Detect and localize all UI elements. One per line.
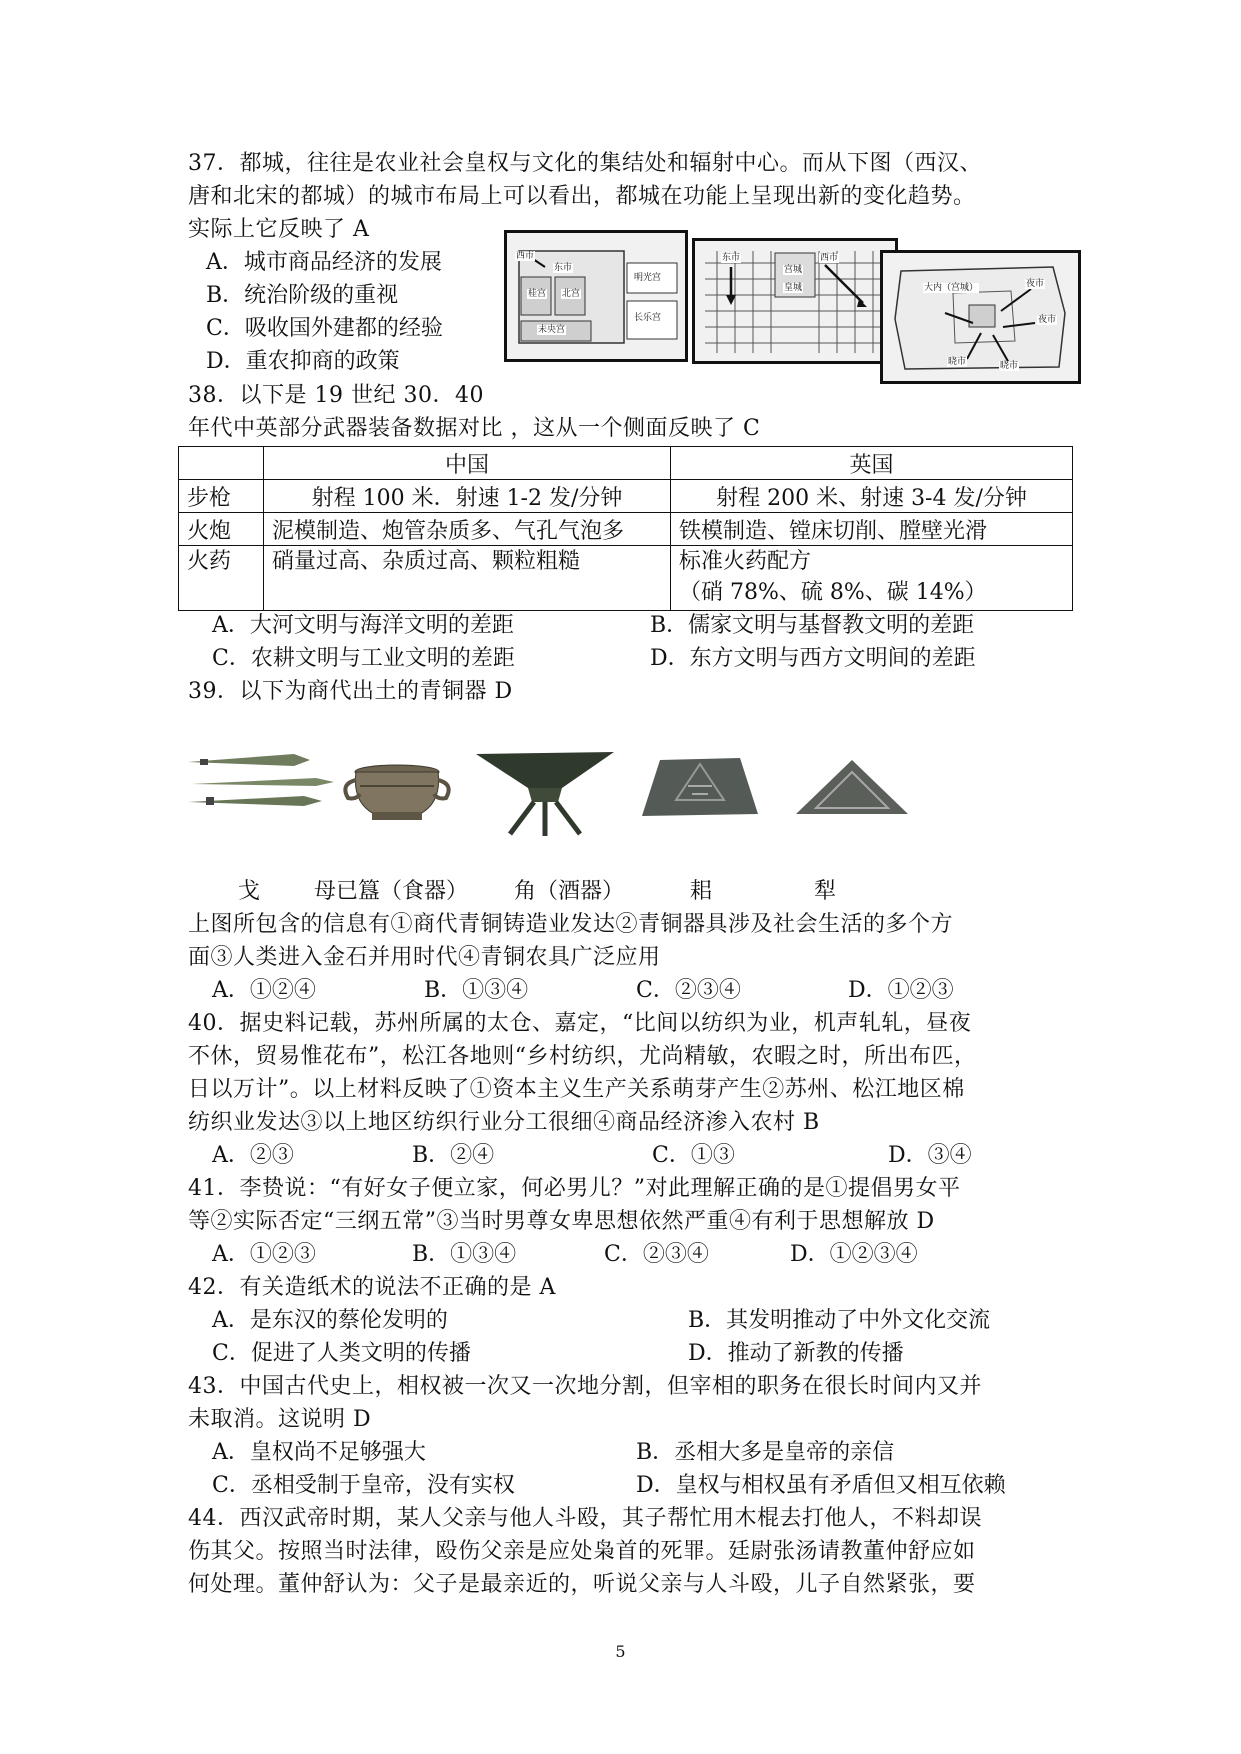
table-cell-britain-line-2: （硝 78%、硫 8%、碳 14%） bbox=[679, 580, 987, 605]
map-tang-label: 西市 bbox=[820, 253, 839, 263]
q43-option-d: D．皇权与相权虽有矛盾但又相互依赖 bbox=[636, 1473, 1006, 1498]
caption-jiao: 角（酒器） bbox=[514, 879, 625, 904]
table-cell-britain: 射程 200 米、射速 3-4 发/分钟 bbox=[671, 480, 1073, 513]
table-header-cell: 中国 bbox=[264, 447, 671, 480]
q40-option-c: C．①③ bbox=[652, 1143, 735, 1168]
caption-ge: 戈 bbox=[238, 879, 261, 904]
q40-line-4: 纺织业发达③以上地区纺织行业分工很细④商品经济渗入农村 B bbox=[188, 1110, 820, 1135]
q38-option-d: D．东方文明与西方文明间的差距 bbox=[650, 646, 976, 671]
map-tang-changan bbox=[692, 238, 898, 364]
q42-option-d: D．推动了新教的传播 bbox=[688, 1341, 904, 1366]
q40-option-b: B．②④ bbox=[412, 1143, 495, 1168]
caption-gui: 母已簋（食器） bbox=[314, 879, 469, 904]
q38-option-a: A．大河文明与海洋文明的差距 bbox=[212, 613, 514, 638]
q41-option-d: D．①②③④ bbox=[790, 1242, 918, 1267]
q38-line-1: 38．以下是 19 世纪 30．40 bbox=[188, 383, 484, 408]
map-northern-song-bianjing bbox=[880, 250, 1081, 384]
bronze-li-plough-image bbox=[794, 758, 910, 816]
map-han-label: 长乐宫 bbox=[634, 313, 662, 323]
q43-line-2: 未取消。这说明 D bbox=[188, 1407, 372, 1432]
q41-option-c: C．②③④ bbox=[604, 1242, 709, 1267]
q37-line-1: 37．都城，往往是农业社会皇权与文化的集结处和辐射中心。而从下图（西汉、 bbox=[188, 151, 982, 176]
bronze-gui-vessel-image bbox=[338, 762, 456, 822]
table-cell-britain bbox=[671, 546, 1073, 611]
q37-option-b: B．统治阶级的重视 bbox=[206, 283, 399, 308]
map-tang-label: 宫城 bbox=[784, 265, 803, 275]
table-cell-britain-line-1: 标准火药配方 bbox=[679, 549, 812, 574]
q40-option-a: A．②③ bbox=[212, 1143, 294, 1168]
map-tang-label: 东市 bbox=[722, 253, 741, 263]
q40-line-1: 40．据史料记载，苏州所属的太仓、嘉定，“比间以纺织为业，机声轧轧，昼夜 bbox=[188, 1011, 972, 1036]
q43-line-1: 43．中国古代史上，相权被一次又一次地分割，但宰相的职务在很长时间内又并 bbox=[188, 1374, 982, 1399]
q41-option-b: B．①③④ bbox=[412, 1242, 517, 1267]
q41-option-a: A．①②③ bbox=[212, 1242, 316, 1267]
q37-option-c: C．吸收国外建都的经验 bbox=[206, 316, 443, 341]
caption-si: 耜 bbox=[690, 879, 713, 904]
q40-line-2: 不休，贸易惟花布”，松江各地则“乡村纺织，尤尚精敏，农暇之时，所出布匹， bbox=[188, 1044, 977, 1069]
q42-option-a: A．是东汉的蔡伦发明的 bbox=[212, 1308, 448, 1333]
map-han-label: 西市 bbox=[516, 251, 535, 261]
q40-option-d: D．③④ bbox=[888, 1143, 972, 1168]
map-western-han-changan bbox=[504, 230, 688, 362]
q39-option-b: B．①③④ bbox=[424, 978, 529, 1003]
q40-line-3: 日以万计”。以上材料反映了①资本主义生产关系萌芽产生②苏州、松江地区棉 bbox=[188, 1077, 965, 1102]
q38-option-c: C．农耕文明与工业文明的差距 bbox=[212, 646, 515, 671]
bronze-jiao-wine-vessel-image bbox=[470, 748, 620, 838]
bronze-si-spade-image bbox=[640, 754, 760, 818]
table-header-row bbox=[179, 447, 1073, 480]
q37-line-3: 实际上它反映了 A bbox=[188, 217, 370, 242]
map-han-label: 东市 bbox=[554, 263, 573, 273]
table-row bbox=[179, 546, 1073, 611]
q38-option-b: B．儒家文明与基督教文明的差距 bbox=[650, 613, 975, 638]
table-cell-britain: 铁模制造、镗床切削、膛壁光滑 bbox=[671, 513, 1073, 546]
table-header-cell bbox=[179, 447, 264, 480]
page-number: 5 bbox=[615, 1642, 626, 1661]
map-han-label: 明光宫 bbox=[634, 273, 662, 283]
q39-option-a: A．①②④ bbox=[212, 978, 316, 1003]
q43-option-c: C．丞相受制于皇帝，没有实权 bbox=[212, 1473, 515, 1498]
map-han-label: 未央宫 bbox=[538, 325, 566, 335]
q39-option-d: D．①②③ bbox=[848, 978, 954, 1003]
caption-li: 犁 bbox=[814, 879, 837, 904]
table-header-cell: 英国 bbox=[671, 447, 1073, 480]
map-song-label: 夜市 bbox=[1026, 279, 1045, 289]
q42-option-b: B．其发明推动了中外文化交流 bbox=[688, 1308, 991, 1333]
map-song-label: 晓市 bbox=[948, 357, 967, 367]
q43-option-a: A．皇权尚不足够强大 bbox=[212, 1440, 426, 1465]
table-cell-item: 步枪 bbox=[179, 480, 264, 513]
q41-line-1: 41．李贽说：“有好女子便立家，何必男儿？”对此理解正确的是①提倡男女平 bbox=[188, 1176, 961, 1201]
q39-line-2: 面③人类进入金石并用时代④青铜农具广泛应用 bbox=[188, 945, 661, 970]
table-row bbox=[179, 480, 1073, 513]
q44-line-2: 伤其父。按照当时法律，殴伤父亲是应处枭首的死罪。廷尉张汤请教董仲舒应如 bbox=[188, 1539, 976, 1564]
table-cell-china: 泥模制造、炮管杂质多、气孔气泡多 bbox=[264, 513, 671, 546]
weapons-comparison-table bbox=[178, 446, 1073, 611]
q44-line-3: 何处理。董仲舒认为：父子是最亲近的，听说父亲与人斗殴，儿子自然紧张，要 bbox=[188, 1572, 976, 1597]
q39-line: 39．以下为商代出土的青铜器 D bbox=[188, 679, 513, 704]
map-han-label: 桂宫 bbox=[528, 289, 547, 299]
table-cell-china: 射程 100 米．射速 1-2 发/分钟 bbox=[264, 480, 671, 513]
map-song-label: 夜市 bbox=[1038, 315, 1057, 325]
q37-option-d: D．重农抑商的政策 bbox=[206, 349, 400, 374]
table-cell-item: 火药 bbox=[179, 546, 264, 611]
q37-option-a: A．城市商品经济的发展 bbox=[206, 250, 442, 275]
map-han-label: 北宫 bbox=[562, 289, 581, 299]
q38-line-2: 年代中英部分武器装备数据对比 ，这从一个侧面反映了 C bbox=[188, 416, 761, 441]
q42-option-c: C．促进了人类文明的传播 bbox=[212, 1341, 471, 1366]
q39-line-1: 上图所包含的信息有①商代青铜铸造业发达②青铜器具涉及社会生活的多个方 bbox=[188, 912, 954, 937]
q42-line: 42．有关造纸术的说法不正确的是 A bbox=[188, 1275, 556, 1300]
q41-line-2: 等②实际否定“三纲五常”③当时男尊女卑思想依然严重④有利于思想解放 D bbox=[188, 1209, 935, 1234]
q37-line-2: 唐和北宋的都城）的城市布局上可以看出，都城在功能上呈现出新的变化趋势。 bbox=[188, 184, 976, 209]
map-song-label: 晓市 bbox=[1000, 361, 1019, 371]
table-cell-item: 火炮 bbox=[179, 513, 264, 546]
table-cell-china: 硝量过高、杂质过高、颗粒粗糙 bbox=[264, 546, 671, 611]
map-tang-label: 皇城 bbox=[784, 283, 803, 293]
table-row bbox=[179, 513, 1073, 546]
q43-option-b: B．丞相大多是皇帝的亲信 bbox=[636, 1440, 895, 1465]
q39-option-c: C．②③④ bbox=[636, 978, 741, 1003]
map-song-label: 大内（宫城） bbox=[924, 283, 979, 293]
q44-line-1: 44．西汉武帝时期，某人父亲与他人斗殴，其子帮忙用木棍去打他人，不料却误 bbox=[188, 1506, 982, 1531]
bronze-ge-dagger-axe-image bbox=[186, 750, 336, 812]
